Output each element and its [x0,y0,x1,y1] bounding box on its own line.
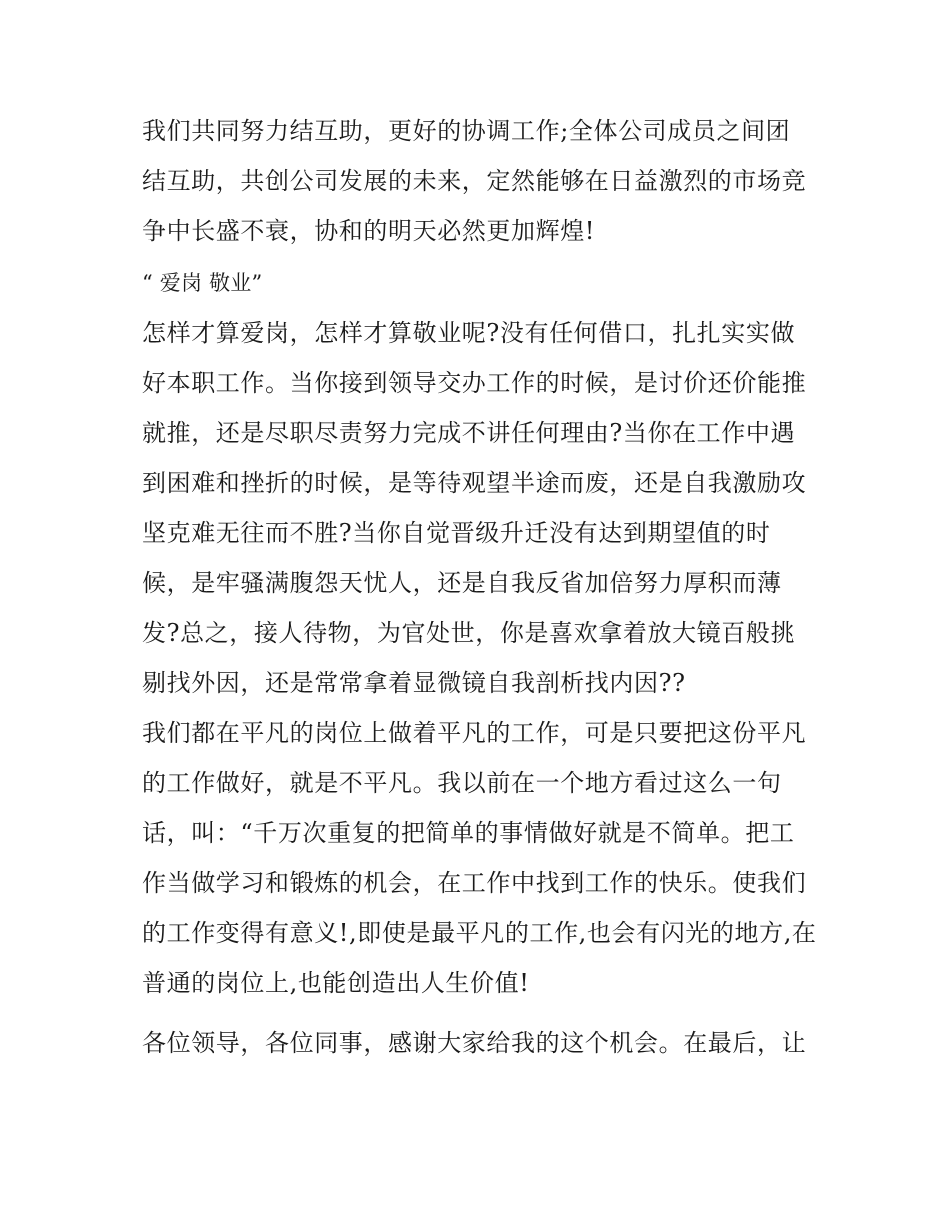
body-text-line: 怎样才算爱岗，怎样才算敬业呢?没有任何借口，扎扎实实做 [142,319,796,347]
body-text-line: 的工作做好，就是不平凡。我以前在一个地方看过这么一句 [142,769,782,797]
section-heading: “ 爱岗 敬业” [142,271,263,295]
body-text-line: 好本职工作。当你接到领导交办工作的时候，是讨价还价能推 [142,369,807,397]
body-text-line: 争中长盛不衰，协和的明天必然更加辉煌! [142,217,596,245]
body-text-line: 普通的岗位上,也能创造出人生价值! [142,969,530,997]
body-text-line: 我们共同努力结互助，更好的协调工作;全体公司成员之间团 [142,117,791,145]
body-text-line: 坚克难无往而不胜?当你自觉晋级升迁没有达到期望值的时 [142,519,771,547]
body-text-line: 各位领导，各位同事，感谢大家给我的这个机会。在最后，让 [142,1029,807,1057]
body-text-line: 结互助，共创公司发展的未来，定然能够在日益激烈的市场竞 [142,167,807,195]
body-text-line: 到困难和挫折的时候，是等待观望半途而废，还是自我激励攻 [142,469,807,497]
body-text-line: 作当做学习和锻炼的机会，在工作中找到工作的快乐。使我们 [142,869,807,897]
body-text-line: 话，叫：“千万次重复的把简单的事情做好就是不简单。把工 [142,819,795,847]
body-text-line: 的工作变得有意义!,即使是最平凡的工作,也会有闪光的地方,在 [142,919,817,947]
body-text-line: 候，是牢骚满腹怨天忧人，还是自我反省加倍努力厚积而薄 [142,569,782,597]
body-text-line: 发?总之，接人待物，为官处世，你是喜欢拿着放大镜百般挑 [142,619,796,647]
body-text-line: 就推，还是尽职尽责努力完成不讲任何理由?当你在工作中遇 [142,419,796,447]
body-text-line: 剔找外因，还是常常拿着显微镜自我剖析找内因?? [142,669,686,697]
body-text-line: 我们都在平凡的岗位上做着平凡的工作，可是只要把这份平凡 [142,719,807,747]
